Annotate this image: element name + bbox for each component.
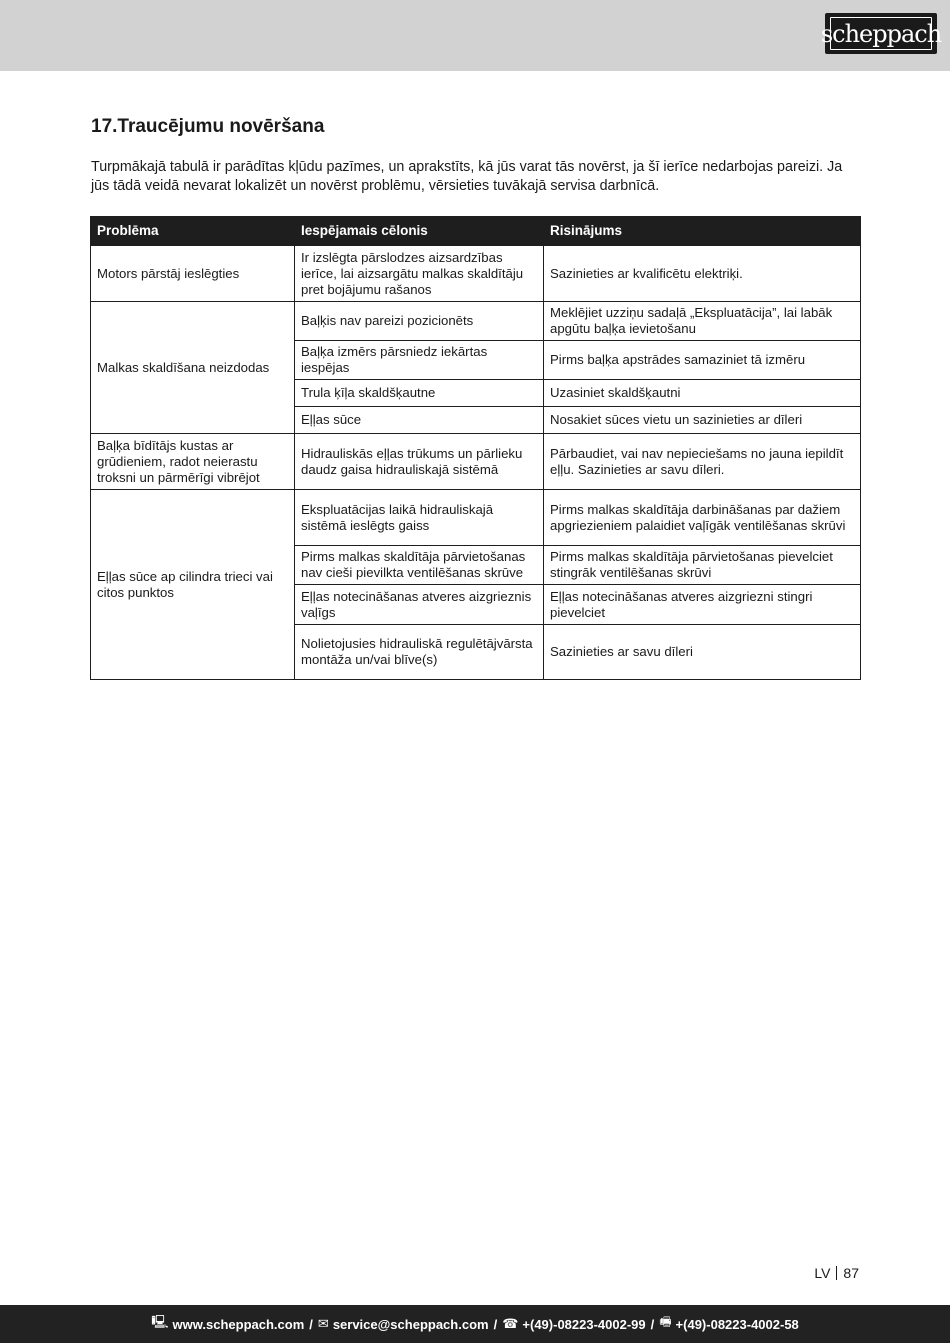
solution-cell: Meklējiet uzziņu sadaļā „Ekspluatācija”, lai labāk apgūtu baļķa ievietošanu (544, 302, 861, 341)
brand-logo-text: scheppach (820, 19, 942, 48)
page-number-value: 87 (843, 1265, 859, 1281)
solution-cell: Uzasiniet skaldšķautni (544, 380, 861, 407)
fax-icon: 🖷 (659, 1314, 672, 1329)
cause-cell: Baļķis nav pareizi pozicionēts (295, 302, 544, 341)
cause-cell: Nolietojusies hidrauliskā regulētājvārsta montāža un/vai blīve(s) (295, 625, 544, 680)
cause-cell: Hidrauliskās eļļas trūkums un pārlieku daudz gaisa hidrauliskajā sistēmā (295, 434, 544, 490)
cause-cell: Trula ķīļa skaldšķautne (295, 380, 544, 407)
table-row (91, 434, 861, 490)
solution-cell: Pārbaudiet, vai nav nepieciešams no jauna iepildīt eļļu. Sazinieties ar savu dīleri. (544, 434, 861, 490)
solution-cell: Pirms malkas skaldītāja darbināšanas par dažiem apgriezieniem palaidiet vaļīgāk ventilēšanas skrūvi (544, 490, 861, 546)
cause-cell: Ekspluatācijas laikā hidrauliskajā sistēmā ieslēgts gaiss (295, 490, 544, 546)
solution-cell: Pirms malkas skaldītāja pārvietošanas pievelciet stingrāk ventilēšanas skrūvi (544, 546, 861, 585)
troubleshooting-table (90, 216, 861, 680)
problem-cell: Motors pārstāj ieslēgties (91, 246, 295, 302)
table-row (91, 302, 861, 341)
footer-website[interactable]: www.scheppach.com (172, 1316, 305, 1332)
computer-icon: 🖳 (151, 1314, 169, 1329)
solution-cell: Sazinieties ar kvalificētu elektriķi. (544, 246, 861, 302)
table-row (91, 490, 861, 546)
cause-cell: Ir izslēgta pārslodzes aizsardzības ierīce, lai aizsargātu malkas skaldītāju pret bojājumu rašanos (295, 246, 544, 302)
phone-icon: ☎ (502, 1316, 519, 1331)
brand-logo (820, 13, 942, 54)
footer-phone: +(49)-08223-4002-99 (522, 1316, 646, 1332)
section-title: 17.Traucējumu novēršana (91, 116, 325, 137)
footer-contact-bar (0, 1305, 950, 1343)
column-header-problem: Problēma (91, 217, 295, 246)
problem-cell: Eļļas sūce ap cilindra trieci vai citos punktos (91, 490, 295, 680)
cause-cell: Eļļas notecināšanas atveres aizgrieznis vaļīgs (295, 585, 544, 625)
footer-separator: / (309, 1316, 313, 1332)
column-header-cause: Iespējamais cēlonis (295, 217, 544, 246)
problem-cell: Baļķa bīdītājs kustas ar grūdieniem, radot neierastu troksni un pārmērīgi vibrējot (91, 434, 295, 490)
cause-cell: Eļļas sūce (295, 407, 544, 434)
footer-separator: / (493, 1316, 498, 1332)
cause-cell: Baļķa izmērs pārsniedz iekārtas iespējas (295, 341, 544, 380)
solution-cell: Sazinieties ar savu dīleri (544, 625, 861, 680)
solution-cell: Pirms baļķa apstrādes samaziniet tā izmēru (544, 341, 861, 380)
cause-cell: Pirms malkas skaldītāja pārvietošanas nav cieši pievilkta ventilēšanas skrūve (295, 546, 544, 585)
footer-separator: / (650, 1316, 655, 1332)
table-header-row (91, 217, 861, 246)
intro-paragraph: Turpmākajā tabulā ir parādītas kļūdu pazīmes, un aprakstīts, kā jūs varat tās novērst, ja šī ierīce nedarbojas pareizi. Ja jūs tādā veidā nevarat lokalizēt un novērst problēmu, vērsieties tuvākajā servisa darbnīcā. (91, 159, 843, 194)
footer-email[interactable]: service@scheppach.com (332, 1316, 489, 1332)
solution-cell: Nosakiet sūces vietu un sazinieties ar dīleri (544, 407, 861, 434)
header-band (0, 0, 950, 71)
column-header-solution: Risinājums (544, 217, 861, 246)
page-number (814, 1265, 859, 1281)
table-row (91, 246, 861, 302)
solution-cell: Eļļas notecināšanas atveres aizgriezni stingri pievelciet (544, 585, 861, 625)
problem-cell: Malkas skaldīšana neizdodas (91, 302, 295, 434)
page-language: LV (814, 1265, 831, 1281)
email-icon: ✉ (317, 1316, 329, 1331)
footer-fax: +(49)-08223-4002-58 (675, 1316, 799, 1332)
page-number-divider (836, 1266, 837, 1280)
